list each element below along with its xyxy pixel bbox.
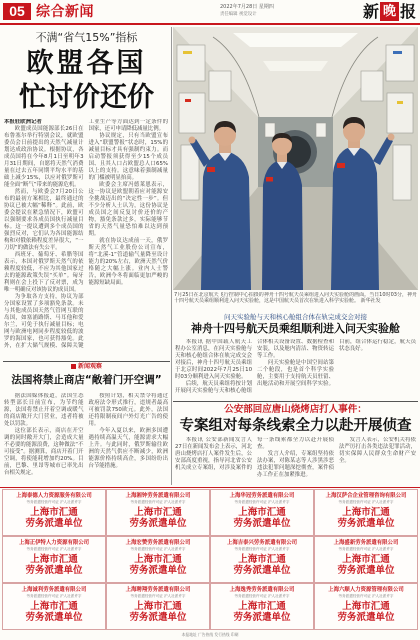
ad-box — [106, 583, 210, 630]
ad-box — [314, 489, 418, 536]
staff-line: 责任编辑 视觉设计 — [220, 12, 257, 17]
ad-company: 上海正伊特人力资源有限公司 — [18, 540, 90, 546]
police-headline: 专案组对每条线索全力以赴开展侦查 — [179, 418, 412, 434]
ad-box — [2, 583, 106, 630]
space-article-body — [175, 339, 416, 398]
ad-info: 劳务派遣经营许可证 沪人社派许字 — [130, 500, 186, 504]
body-paragraph: 按照计划，相关禁令将通过政府法令形式推行，违规者最高可被罚款750欧元。此外，法国还将限制夜间户外灯光广告的使用。 — [88, 393, 168, 427]
logo-char-left: 新 — [362, 2, 379, 21]
ad-info: 劳务派遣经营许可证 沪人社派许字 — [130, 594, 186, 598]
ads-grid — [2, 489, 418, 630]
logo-char-right: 报 — [399, 2, 416, 21]
body-paragraph: 欧盟成员国能源部长26日在布鲁塞尔举行特别会议，就欧盟委员会日前提出的天然气减量计划达成政治协议。根据协议，各成员国将在今年8月1日至明年3月31日期间，自愿将天然气消费量在过去五年同期平均水平的基础上减少15%，以应对俄罗斯可能全面“断气”带来的能源危机。 — [4, 126, 84, 188]
ad-title-line1: 上海市汇通 — [30, 554, 78, 565]
ad-title-line2: 劳务派遣单位 — [129, 518, 187, 529]
ad-info: 劳务派遣经营许可证 沪人社派许字 — [234, 594, 290, 598]
ad-info: 劳务派遣经营许可证 沪人社派许字 — [234, 500, 290, 504]
eu-headline-line1: 欧盟各国 — [26, 48, 147, 79]
ad-box — [106, 489, 210, 536]
ad-company: 上海六顺人力资源管理有限公司 — [328, 587, 404, 593]
divider — [3, 361, 170, 362]
body-paragraph: 为争取各方支持，协议为部分国家设置了多项豁免条款。未与其他成员国天然气管网互联的岛国，如塞浦路斯、马耳他和爱尔兰，可免于执行减量目标；电网与欧洲电网同步程度较低的波罗的海国家，也可获得豁免。此外，在扩大储气规模、保障关键工业生产等方面达到一定条件的国家，还可申请降低减量比例。 — [4, 119, 168, 349]
ad-info: 劳务派遣经营许可证 沪人社派许字 — [338, 594, 394, 598]
page-number: 05 — [3, 3, 31, 20]
body-paragraph: 本报讯 据中国载人航天工程办公室消息，在问天实验舱与天和核心舱组合体在轨完成交会对接后，神舟十四号航天员乘组于北京时间2022年7月25日10时03分顺利进入问天实验舱。 — [175, 339, 252, 380]
ad-info: 劳务派遣经营许可证 沪人社派许字 — [26, 500, 82, 504]
body-paragraph: 发言人表示，公安机关将依法严厉打击各类违法犯罪活动，切实保障人民群众生命财产安全。 — [339, 437, 416, 464]
ad-company: 上海湘钟劳务派遣有限公司 — [125, 493, 191, 499]
body-paragraph: 本报讯 公安部新闻发言人27日在新闻发布会上表示，河北唐山烧烤店打人案件发生后，公安部高度重视，指导河北省公安机关成立专案组，对涉及案件的每一条线索都全力以赴开展侦查。 — [175, 437, 334, 471]
ad-title-line1: 上海市汇通 — [134, 507, 182, 518]
ad-title-line1: 上海市汇通 — [134, 601, 182, 612]
header-rule — [0, 23, 420, 25]
ad-box — [210, 489, 314, 536]
ad-title-line1: 上海市汇通 — [238, 554, 286, 565]
ad-company: 上海吉泰兴劳务派遣有限公司 — [226, 540, 298, 546]
ad-title-line1: 上海市汇通 — [342, 554, 390, 565]
body-paragraph: 发言人介绍，专案组坚持依法办案，对陈某志等人涉黑涉恶违法犯罪问题深挖彻查，案件侦办工作正在加紧推进。 — [257, 451, 334, 478]
ad-title-line1: 上海市汇通 — [134, 554, 182, 565]
ad-title-line1: 上海市汇通 — [30, 507, 78, 518]
ad-company: 上海宏赞劳务派遣有限公司 — [125, 540, 191, 546]
ads-divider — [0, 487, 420, 488]
logo-char-mid: 晚 — [380, 2, 399, 21]
france-headline: 法国将禁止商店“敞着门开空调” — [11, 374, 162, 386]
france-article-body — [4, 393, 168, 484]
ad-title-line2: 劳务派遣单位 — [337, 518, 395, 529]
ad-title-line2: 劳务派遣单位 — [233, 612, 291, 623]
ad-company: 上海汉萨合企业管理咨询有限公司 — [325, 493, 407, 499]
ad-title-line1: 上海市汇通 — [238, 507, 286, 518]
body-paragraph: 欧委会主席冯德莱恩表示，这一协议是欧盟朝着应对能源安全挑战迈出的“决定性一步”。但不少分析人士认为，这份协议是成员国之间反复讨价还价的产物，豁免条款过多，实际能够节省的天然气量恐怕难以达到预期。 — [88, 182, 168, 237]
byline: 本报驻欧洲记者 — [4, 119, 42, 125]
ad-title-line1: 上海市汇通 — [30, 601, 78, 612]
space-kicker: 问天实验舱与天和核心舱组合体在轨完成交会对接 — [224, 313, 367, 321]
section-title: 综合新闻 — [36, 4, 94, 20]
ad-company: 上海聘翔劳务派遣有限公司 — [125, 587, 191, 593]
photo-caption: 7月25日在北京航天飞行控制中心拍摄的神舟十四号航天员乘组进入问天实验舱的画面。当日10时03分，神舟十四号航天员乘组顺利进入问天实验舱，这是中国航天员首次在轨进入科学实验舱。 新华社发 — [174, 292, 417, 305]
ad-info: 劳务派遣经营许可证 沪人社派许字 — [338, 547, 394, 551]
divider — [173, 401, 418, 402]
masthead-logo — [363, 2, 416, 21]
eu-article-body — [4, 119, 168, 359]
ad-title-line2: 劳务派遣单位 — [129, 565, 187, 576]
ad-info: 劳务派遣经营许可证 沪人社派许字 — [26, 594, 82, 598]
body-paragraph: 今年入夏以来，欧洲多国遭遇持续高温天气，能源需求大幅上升。与此同时，俄罗斯输往欧洲的天然气供应不断减少，欧洲能源价格持续高企，多国纷纷出台节能措施。 — [88, 428, 168, 469]
eu-headline-line2: 忙讨价还价 — [19, 82, 154, 113]
ad-title-line2: 劳务派遣单位 — [129, 612, 187, 623]
ad-box — [106, 536, 210, 583]
footer: 本报地址 广告热线 发行热线 印刷 — [181, 632, 239, 637]
police-article-body — [175, 437, 416, 485]
ad-company: 上海逸秀劳务派遣有限公司 — [229, 587, 295, 593]
column-label: 新闻观察 — [3, 363, 170, 371]
body-paragraph: 据法国媒体报道，法国生态转型部长日前宣布，为节约能源，法国将禁止开着空调或暖气的商店敞开大门营业，违者将被处以罚款。 — [4, 393, 84, 427]
ad-company: 上海诚利劳务派遣有限公司 — [21, 587, 87, 593]
astronauts-photo — [173, 27, 418, 290]
body-paragraph: 问天实验舱是中国空间站第二个舱段，也是首个科学实验舱，主要用于支持航天员驻留、出舱活动和开展空间科学实验。目前，组合体运行稳定，航天员状态良好。 — [257, 339, 416, 387]
body-paragraph: 协议规定，只有当欧盟宣布进入“联盟警报”状态时，15%的减量目标才具有强制约束力。而启动警报须获得至少15个成员国、且其人口占欧盟总人口65%以上的支持。这意味着强制减量的门槛被明显抬高。 — [88, 133, 168, 181]
ad-company: 上海华冠劳务派遣有限公司 — [229, 493, 295, 499]
ad-info: 劳务派遣经营许可证 沪人社派许字 — [234, 547, 290, 551]
ad-title-line2: 劳务派遣单位 — [233, 565, 291, 576]
ad-title-line1: 上海市汇通 — [342, 601, 390, 612]
ad-info: 劳务派遣经营许可证 沪人社派许字 — [26, 547, 82, 551]
space-headline: 神舟十四号航天员乘组顺利进入问天实验舱 — [191, 322, 400, 335]
police-kicker: 公安部回应唐山烧烤店打人事件： — [224, 404, 367, 415]
ad-box — [2, 489, 106, 536]
ad-info: 劳务派遣经营许可证 沪人社派许字 — [338, 500, 394, 504]
ad-title-line2: 劳务派遣单位 — [337, 565, 395, 576]
ad-company: 上海泰德人力资源服务有限公司 — [16, 493, 92, 499]
ad-title-line2: 劳务派遣单位 — [233, 518, 291, 529]
ad-box — [210, 583, 314, 630]
ad-title-line2: 劳务派遣单位 — [25, 612, 83, 623]
ad-title-line1: 上海市汇通 — [238, 601, 286, 612]
ad-title-line2: 劳务派遣单位 — [25, 565, 83, 576]
ad-title-line2: 劳务派遣单位 — [25, 518, 83, 529]
body-paragraph: 西班牙、葡萄牙、希腊等国表示，本国对俄罗斯天然气的依赖程度较低，不应为其他国家过去的能源政策失误“买单”。匈牙利则在会上投下了反对票，成为唯一明确反对该协议的成员国。 — [4, 252, 84, 293]
column-divider — [171, 27, 172, 485]
date-line: 2022年7月28日 星期四 — [220, 4, 274, 10]
ad-box — [2, 536, 106, 583]
body-paragraph: 然而，与欧委会7月20日公布的最初方案相比，最终通过的协议已被大幅“稀释”。此前，欧委会提议在紧急情况下，欧盟可以强制要求各成员国执行减量目标。这一提议遭到多个成员国的强烈反对，它们认为各国能源结构和对俄依赖程度差异很大，“一刀切”的做法有失公平。 — [4, 189, 84, 251]
ad-title-line2: 劳务派遣单位 — [337, 612, 395, 623]
ad-title-line1: 上海市汇通 — [342, 507, 390, 518]
ad-company: 上海盛新劳务派遣有限公司 — [333, 540, 399, 546]
eu-subheadline: 不满“省气15%”指标 — [35, 31, 138, 44]
ad-box — [314, 583, 418, 630]
body-paragraph: 就在协议达成前一天，俄罗斯天然气工业股份公司宣布，将“北溪-1”管道输气量降至设计能力的20%左右，欧洲天然气价格随之大幅上涨。业内人士警告，欧洲今冬将面临更加严峻的能源短缺局面。 — [88, 238, 168, 286]
ad-box — [314, 536, 418, 583]
ad-box — [210, 536, 314, 583]
ad-info: 劳务派遣经营许可证 沪人社派许字 — [130, 547, 186, 551]
body-paragraph: 这位部长表示，商店在开空调的同时敞开大门，会造成大量不必要的能源浪费，这种做法“不可接受”。据测算，商店开着门开空调，将使能耗增加约20%。目前，巴黎、里昂等城市已率先出台相关规定。 — [4, 428, 84, 476]
body-paragraph: 后续，航天员乘组将按计划开展问天实验舱与天和核心舱组合体相关设备设置、数据检查和安装，以及舱内清洁、物资转运等工作。 — [175, 339, 334, 394]
